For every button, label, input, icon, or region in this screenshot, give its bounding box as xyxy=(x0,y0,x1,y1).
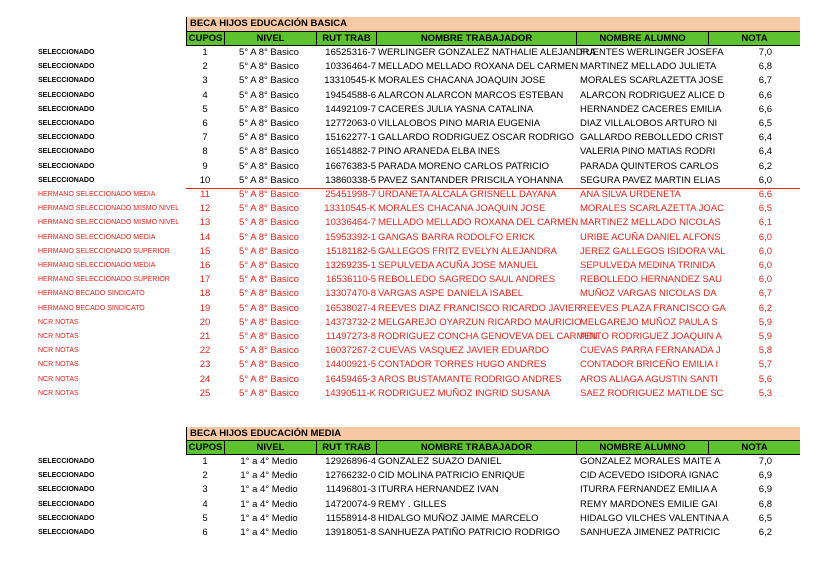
status-label: NCR NOTAS xyxy=(38,375,79,383)
rut-cell: 14400921-5 xyxy=(325,359,376,371)
header-nota: NOTA xyxy=(708,32,800,45)
nivel-cell: 5° A 8° Basico xyxy=(239,359,299,371)
trabajador-cell: ITURRA HERNANDEZ IVAN xyxy=(378,484,499,496)
trabajador-cell: CONTADOR TORRES HUGO ANDRES xyxy=(378,359,547,371)
nivel-cell: 5° A 8° Basico xyxy=(239,118,299,129)
rut-cell: 14373732-2 xyxy=(325,316,376,328)
alumno-cell: GALLARDO REBOLLEDO CRIST xyxy=(580,132,724,144)
nivel-cell: 5° A 8° Basico xyxy=(239,260,299,271)
status-label: HERMANO SELECCIONADO MEDIA xyxy=(38,191,156,198)
status-label: HERMANO BECADO SINDICATO xyxy=(38,290,145,298)
alumno-cell: REMY MARDONES EMILIE GAI xyxy=(580,498,718,510)
cupo-cell: 23 xyxy=(199,359,211,371)
nota-cell: 6,9 xyxy=(758,470,772,482)
cupo-cell: 13 xyxy=(199,217,211,229)
rut-cell: 11558914-8 xyxy=(325,512,376,524)
alumno-cell: JEREZ GALLEGOS ISIDORA VAL xyxy=(580,245,726,257)
trabajador-cell: VILLALOBOS PINO MARIA EUGENIA xyxy=(378,118,541,129)
rut-cell: 16459465-3 xyxy=(325,373,376,385)
status-label: NCR NOTAS xyxy=(38,333,79,340)
alumno-cell: SEPULVEDA MEDINA TRINIDA xyxy=(580,260,716,271)
status-label: SELECCIONADO xyxy=(38,63,95,71)
cupo-cell: 1 xyxy=(202,456,208,467)
alumno-cell: SEGURA PAVEZ MARTIN ELIAS xyxy=(580,174,721,186)
nota-cell: 6,6 xyxy=(758,103,772,115)
cupo-cell: 21 xyxy=(199,331,211,342)
nivel-cell: 5° A 8° Basico xyxy=(239,103,299,115)
status-label: SELECCIONADO xyxy=(38,134,95,142)
alumno-cell: DIAZ VILLALOBOS ARTURO NI xyxy=(580,118,718,129)
table-row xyxy=(0,273,832,287)
rut-cell: 11497273-8 xyxy=(325,331,376,342)
nota-cell: 5,6 xyxy=(758,373,772,385)
table-row xyxy=(0,344,832,358)
trabajador-cell: PINO ARANEDA ELBA INES xyxy=(378,146,500,158)
cupo-cell: 5 xyxy=(202,103,208,115)
nivel-cell: 5° A 8° Basico xyxy=(239,47,299,58)
cupo-cell: 7 xyxy=(202,132,208,144)
table-row xyxy=(0,387,832,401)
header-nivel: NIVEL xyxy=(224,441,316,454)
rut-cell: 14492109-7 xyxy=(325,103,376,115)
cupo-cell: 2 xyxy=(202,61,208,73)
nota-cell: 5,8 xyxy=(758,345,772,357)
nota-cell: 6,0 xyxy=(758,174,772,186)
table-row xyxy=(0,498,832,512)
nivel-cell: 5° A 8° Basico xyxy=(239,61,299,73)
alumno-cell: SANHUEZA JIMENEZ PATRICIC xyxy=(580,527,721,538)
table-row xyxy=(0,202,832,216)
nota-cell: 7,0 xyxy=(758,47,772,58)
header-rut: RUT TRAB xyxy=(316,441,376,454)
trabajador-cell: MELGAREJO OYARZUN RICARDO MAURICIO xyxy=(378,316,582,328)
nota-cell: 6,5 xyxy=(758,118,772,129)
trabajador-cell: WERLINGER GONZALEZ NATHALIE ALEJANDRA xyxy=(378,47,596,58)
section-title-media: BECA HIJOS EDUCACIÓN MEDIA xyxy=(186,427,800,441)
alumno-cell: VALERIA PINO MATIAS RODRI xyxy=(580,146,716,158)
rut-cell: 25451998-7 xyxy=(325,189,376,200)
nota-cell: 5,3 xyxy=(758,387,772,399)
trabajador-cell: VARGAS ASPE DANIELA ISABEL xyxy=(378,288,524,300)
alumno-cell: HERNANDEZ CACERES EMILIA xyxy=(580,103,722,115)
status-label: NCR NOTAS xyxy=(38,318,79,326)
nivel-cell: 1° a 4° Medio xyxy=(240,470,298,482)
trabajador-cell: GALLEGOS FRITZ EVELYN ALEJANDRA xyxy=(378,245,557,257)
nivel-cell: 5° A 8° Basico xyxy=(239,146,299,158)
trabajador-cell: CUEVAS VASQUEZ JAVIER EDUARDO xyxy=(378,345,550,357)
cupo-cell: 17 xyxy=(199,274,211,286)
table-row xyxy=(0,160,832,174)
trabajador-cell: REMY . GILLES xyxy=(378,498,447,510)
table-row xyxy=(0,60,832,74)
header-trabajador: NOMBRE TRABAJADOR xyxy=(376,32,576,45)
alumno-cell: PINTO RODRIGUEZ JOAQUIN A xyxy=(580,331,722,342)
rut-cell: 16037267-2 xyxy=(325,345,376,357)
nota-cell: 6,5 xyxy=(758,512,772,524)
table-row xyxy=(0,46,832,60)
header-cupos: CUPOS xyxy=(186,32,224,45)
alumno-cell: REBOLLEDO HERNANDEZ SAU xyxy=(580,274,723,286)
cupo-cell: 22 xyxy=(199,345,211,357)
rut-cell: 19454588-6 xyxy=(325,89,376,101)
status-label: SELECCIONADO xyxy=(38,49,95,56)
table-row xyxy=(0,131,832,145)
table-row xyxy=(0,302,832,316)
status-label: SELECCIONADO xyxy=(38,486,95,494)
table-row xyxy=(0,117,832,131)
trabajador-cell: HIDALGO MUÑOZ JAIME MARCELO xyxy=(378,512,539,524)
header-rut: RUT TRAB xyxy=(316,32,376,45)
trabajador-cell: CACERES JULIA YASNA CATALINA xyxy=(378,103,534,115)
cupo-cell: 11 xyxy=(200,189,210,200)
status-label: HERMANO SELECCIONADO MISMO NIVEL xyxy=(38,205,180,213)
status-label: SELECCIONADO xyxy=(38,105,95,113)
rut-cell: 14390511-K xyxy=(324,387,376,399)
header-alumno: NOMBRE ALUMNO xyxy=(576,441,708,454)
cupo-cell: 16 xyxy=(199,260,211,271)
nivel-cell: 1° a 4° Medio xyxy=(240,527,298,538)
nota-cell: 6,2 xyxy=(758,302,772,314)
nota-cell: 5,9 xyxy=(758,316,772,328)
nivel-cell: 5° A 8° Basico xyxy=(239,373,299,385)
header-row-basica xyxy=(186,31,800,46)
alumno-cell: CID ACEVEDO ISIDORA IGNAC xyxy=(580,470,719,482)
status-label: SELECCIONADO xyxy=(38,162,95,170)
alumno-cell: SAEZ RODRIGUEZ MATILDE SC xyxy=(580,387,724,399)
alumno-cell: URIBE ACUÑA DANIEL ALFONS xyxy=(580,231,721,243)
table-row xyxy=(0,188,832,202)
table-row xyxy=(0,287,832,301)
section-title-basica: BECA HIJOS EDUCACIÓN BASICA xyxy=(186,17,800,31)
nota-cell: 6,6 xyxy=(758,189,772,200)
cupo-cell: 12 xyxy=(199,203,211,215)
nivel-cell: 5° A 8° Basico xyxy=(239,189,299,200)
cupo-cell: 6 xyxy=(202,527,208,538)
cupo-cell: 20 xyxy=(199,316,211,328)
table-row xyxy=(0,174,832,188)
rut-cell: 16536110-5 xyxy=(325,274,376,286)
cupo-cell: 18 xyxy=(199,288,211,300)
trabajador-cell: URDANETA ALCALA GRISNELL DAYANA xyxy=(378,189,557,200)
nota-cell: 6,1 xyxy=(758,217,772,229)
alumno-cell: ALARCON RODRIGUEZ ALICE D xyxy=(580,89,725,101)
trabajador-cell: RODRIGUEZ CONCHA GENOVEVA DEL CARMEN xyxy=(378,331,598,342)
table-row xyxy=(0,74,832,88)
trabajador-cell: SEPULVEDA ACUÑA JOSE MANUEL xyxy=(378,260,539,271)
rut-cell: 14720074-9 xyxy=(325,498,376,510)
trabajador-cell: ALARCON ALARCON MARCOS ESTEBAN xyxy=(378,89,564,101)
rut-cell: 15181182-5 xyxy=(325,245,376,257)
rut-cell: 10336464-7 xyxy=(325,61,376,73)
status-label: SELECCIONADO xyxy=(38,514,95,522)
nota-cell: 6,0 xyxy=(758,260,772,271)
trabajador-cell: GANGAS BARRA RODOLFO ERICK xyxy=(378,231,535,243)
rut-cell: 12926896-4 xyxy=(325,456,376,467)
table-row xyxy=(0,330,832,344)
trabajador-cell: RODRIGUEZ MUÑOZ INGRID SUSANA xyxy=(378,387,551,399)
status-label: NCR NOTAS xyxy=(38,347,79,355)
rut-cell: 16514882-7 xyxy=(325,146,376,158)
nivel-cell: 5° A 8° Basico xyxy=(239,288,299,300)
alumno-cell: MUÑOZ VARGAS NICOLAS DA xyxy=(580,288,717,300)
alumno-cell: MELGAREJO MUÑOZ PAULA S xyxy=(580,316,718,328)
table-row xyxy=(0,358,832,372)
nivel-cell: 1° a 4° Medio xyxy=(240,484,298,496)
trabajador-cell: CID MOLINA PATRICIO ENRIQUE xyxy=(378,470,525,482)
nivel-cell: 5° A 8° Basico xyxy=(239,75,299,87)
header-nota: NOTA xyxy=(708,441,800,454)
nota-cell: 6,4 xyxy=(758,132,772,144)
cupo-cell: 8 xyxy=(202,146,208,158)
trabajador-cell: MELLADO MELLADO ROXANA DEL CARMEN xyxy=(378,61,579,73)
nivel-cell: 1° a 4° Medio xyxy=(240,456,298,467)
rut-cell: 15162277-1 xyxy=(325,132,376,144)
nota-cell: 6,0 xyxy=(758,245,772,257)
nota-cell: 6,2 xyxy=(758,527,772,538)
nivel-cell: 5° A 8° Basico xyxy=(239,316,299,328)
table-row xyxy=(0,259,832,273)
trabajador-cell: GONZALEZ SUAZO DANIEL xyxy=(378,456,502,467)
table-row xyxy=(0,526,832,540)
rut-cell: 13269235-1 xyxy=(325,260,376,271)
nota-cell: 6,0 xyxy=(758,274,772,286)
nota-cell: 6,4 xyxy=(758,146,772,158)
alumno-cell: CUEVAS PARRA FERNANADA J xyxy=(580,345,721,357)
table-row xyxy=(0,103,832,117)
cupo-cell: 2 xyxy=(202,470,208,482)
cupo-cell: 10 xyxy=(199,174,211,186)
alumno-cell: AROS ALIAGA AGUSTIN SANTI xyxy=(580,373,718,385)
rut-cell: 11496801-3 xyxy=(325,484,376,496)
cupo-cell: 5 xyxy=(202,512,208,524)
nivel-cell: 5° A 8° Basico xyxy=(239,231,299,243)
status-label: HERMANO SELECCIONADO SUPERIOR xyxy=(38,276,170,284)
status-label: HERMANO SELECCIONADO MEDIA xyxy=(38,262,156,269)
table-row xyxy=(0,483,832,497)
nota-cell: 6,6 xyxy=(758,89,772,101)
nivel-cell: 5° A 8° Basico xyxy=(239,174,299,186)
rut-cell: 13310545-K xyxy=(324,75,376,87)
alumno-cell: REEVES PLAZA FRANCISCO GA xyxy=(580,302,726,314)
alumno-cell: HIDALGO VILCHES VALENTINA A xyxy=(580,512,729,524)
red-separator xyxy=(186,188,800,189)
nivel-cell: 5° A 8° Basico xyxy=(239,274,299,286)
alumno-cell: MORALES SCARLAZETTA JOSE xyxy=(580,75,724,87)
table-row xyxy=(0,231,832,245)
alumno-cell: MARTINEZ MELLADO JULIETA xyxy=(580,61,717,73)
header-trabajador: NOMBRE TRABAJADOR xyxy=(376,441,576,454)
status-label: HERMANO SELECCIONADO MEDIA xyxy=(38,233,156,241)
cupo-cell: 19 xyxy=(199,302,211,314)
cupo-cell: 25 xyxy=(199,387,211,399)
status-label: HERMANO BECADO SINDICATO xyxy=(38,304,145,312)
nota-cell: 6,0 xyxy=(758,231,772,243)
cupo-cell: 24 xyxy=(199,373,211,385)
nivel-cell: 5° A 8° Basico xyxy=(239,132,299,144)
nota-cell: 7,0 xyxy=(758,456,772,467)
nivel-cell: 5° A 8° Basico xyxy=(239,331,299,342)
rut-cell: 16538027-4 xyxy=(325,302,376,314)
alumno-cell: FUENTES WERLINGER JOSEFA xyxy=(580,47,724,58)
alumno-cell: GONZALEZ MORALES MAITE A xyxy=(580,456,721,467)
nivel-cell: 5° A 8° Basico xyxy=(239,203,299,215)
nivel-cell: 1° a 4° Medio xyxy=(240,498,298,510)
cupo-cell: 9 xyxy=(202,160,208,172)
rut-cell: 13307470-8 xyxy=(325,288,376,300)
header-nivel: NIVEL xyxy=(224,32,316,45)
status-label: NCR NOTAS xyxy=(38,361,79,369)
trabajador-cell: PARADA MORENO CARLOS PATRICIO xyxy=(378,160,550,172)
nivel-cell: 5° A 8° Basico xyxy=(239,89,299,101)
trabajador-cell: GALLARDO RODRIGUEZ OSCAR RODRIGO xyxy=(378,132,574,144)
nivel-cell: 5° A 8° Basico xyxy=(239,387,299,399)
table-row xyxy=(0,455,832,469)
cupo-cell: 3 xyxy=(202,75,208,87)
cupo-cell: 14 xyxy=(199,231,211,243)
nota-cell: 6,7 xyxy=(758,288,772,300)
trabajador-cell: SANHUEZA PATIÑO PATRICIO RODRIGO xyxy=(378,527,560,538)
table-row xyxy=(0,316,832,330)
cupo-cell: 1 xyxy=(202,47,208,58)
nivel-cell: 5° A 8° Basico xyxy=(239,345,299,357)
cupo-cell: 6 xyxy=(202,118,208,129)
rut-cell: 16525316-7 xyxy=(325,47,376,58)
nota-cell: 6,8 xyxy=(758,61,772,73)
nota-cell: 6,2 xyxy=(758,160,772,172)
status-label: SELECCIONADO xyxy=(38,458,95,465)
trabajador-cell: AROS BUSTAMANTE RODRIGO ANDRES xyxy=(378,373,562,385)
cupo-cell: 3 xyxy=(202,484,208,496)
cupo-cell: 15 xyxy=(199,245,211,257)
cupo-cell: 4 xyxy=(202,89,208,101)
trabajador-cell: REEVES DIAZ FRANCISCO RICARDO JAVIER xyxy=(378,302,582,314)
table-row xyxy=(0,145,832,159)
status-label: SELECCIONADO xyxy=(38,120,95,127)
nota-cell: 6,7 xyxy=(758,75,772,87)
rut-cell: 12766232-0 xyxy=(325,470,376,482)
rut-cell: 16676383-5 xyxy=(325,160,376,172)
nota-cell: 5,7 xyxy=(758,359,772,371)
status-label: SELECCIONADO xyxy=(38,176,95,184)
table-row xyxy=(0,89,832,103)
cupo-cell: 4 xyxy=(202,498,208,510)
alumno-cell: MORALES SCARLAZETTA JOAC xyxy=(580,203,724,215)
rut-cell: 12772063-0 xyxy=(325,118,376,129)
header-cupos: CUPOS xyxy=(186,441,224,454)
nivel-cell: 5° A 8° Basico xyxy=(239,245,299,257)
status-label: NCR NOTAS xyxy=(38,389,79,397)
alumno-cell: CONTADOR BRICEÑO EMILIA I xyxy=(580,359,719,371)
trabajador-cell: MORALES CHACANA JOAQUIN JOSE xyxy=(378,75,546,87)
status-label: SELECCIONADO xyxy=(38,500,95,508)
rut-cell: 13918051-8 xyxy=(325,527,376,538)
nivel-cell: 5° A 8° Basico xyxy=(239,217,299,229)
status-label: SELECCIONADO xyxy=(38,529,95,536)
status-label: HERMANO SELECCIONADO SUPERIOR xyxy=(38,247,170,255)
status-label: HERMANO SELECCIONADO MISMO NIVEL xyxy=(38,219,180,227)
trabajador-cell: REBOLLEDO SAGREDO SAUL ANDRES xyxy=(378,274,556,286)
header-row-media xyxy=(186,440,800,455)
nota-cell: 6,5 xyxy=(758,203,772,215)
table-row xyxy=(0,373,832,387)
nivel-cell: 5° A 8° Basico xyxy=(239,160,299,172)
nota-cell: 6,8 xyxy=(758,498,772,510)
status-label: SELECCIONADO xyxy=(38,91,95,99)
rut-cell: 13860338-5 xyxy=(325,174,376,186)
rut-cell: 15953392-1 xyxy=(325,231,376,243)
table-row xyxy=(0,245,832,259)
table-row xyxy=(0,216,832,230)
trabajador-cell: MELLADO MELLADO ROXANA DEL CARMEN xyxy=(378,217,579,229)
header-alumno: NOMBRE ALUMNO xyxy=(576,32,708,45)
alumno-cell: ANA SILVA URDENETA xyxy=(580,189,681,200)
status-label: SELECCIONADO xyxy=(38,148,95,156)
nivel-cell: 5° A 8° Basico xyxy=(239,302,299,314)
nota-cell: 5,9 xyxy=(758,331,772,342)
trabajador-cell: PAVEZ SANTANDER PRISCILA YOHANNA xyxy=(378,174,564,186)
table-row xyxy=(0,512,832,526)
status-label: SELECCIONADO xyxy=(38,77,95,85)
nivel-cell: 1° a 4° Medio xyxy=(240,512,298,524)
alumno-cell: MARTINEZ MELLADO NICOLAS xyxy=(580,217,721,229)
nota-cell: 6,9 xyxy=(758,484,772,496)
rut-cell: 10336464-7 xyxy=(325,217,376,229)
alumno-cell: PARADA QUINTEROS CARLOS xyxy=(580,160,719,172)
rut-cell: 13310545-K xyxy=(324,203,376,215)
status-label: SELECCIONADO xyxy=(38,472,95,480)
table-row xyxy=(0,469,832,483)
trabajador-cell: MORALES CHACANA JOAQUIN JOSE xyxy=(378,203,546,215)
alumno-cell: ITURRA FERNANDEZ EMILIA A xyxy=(580,484,718,496)
